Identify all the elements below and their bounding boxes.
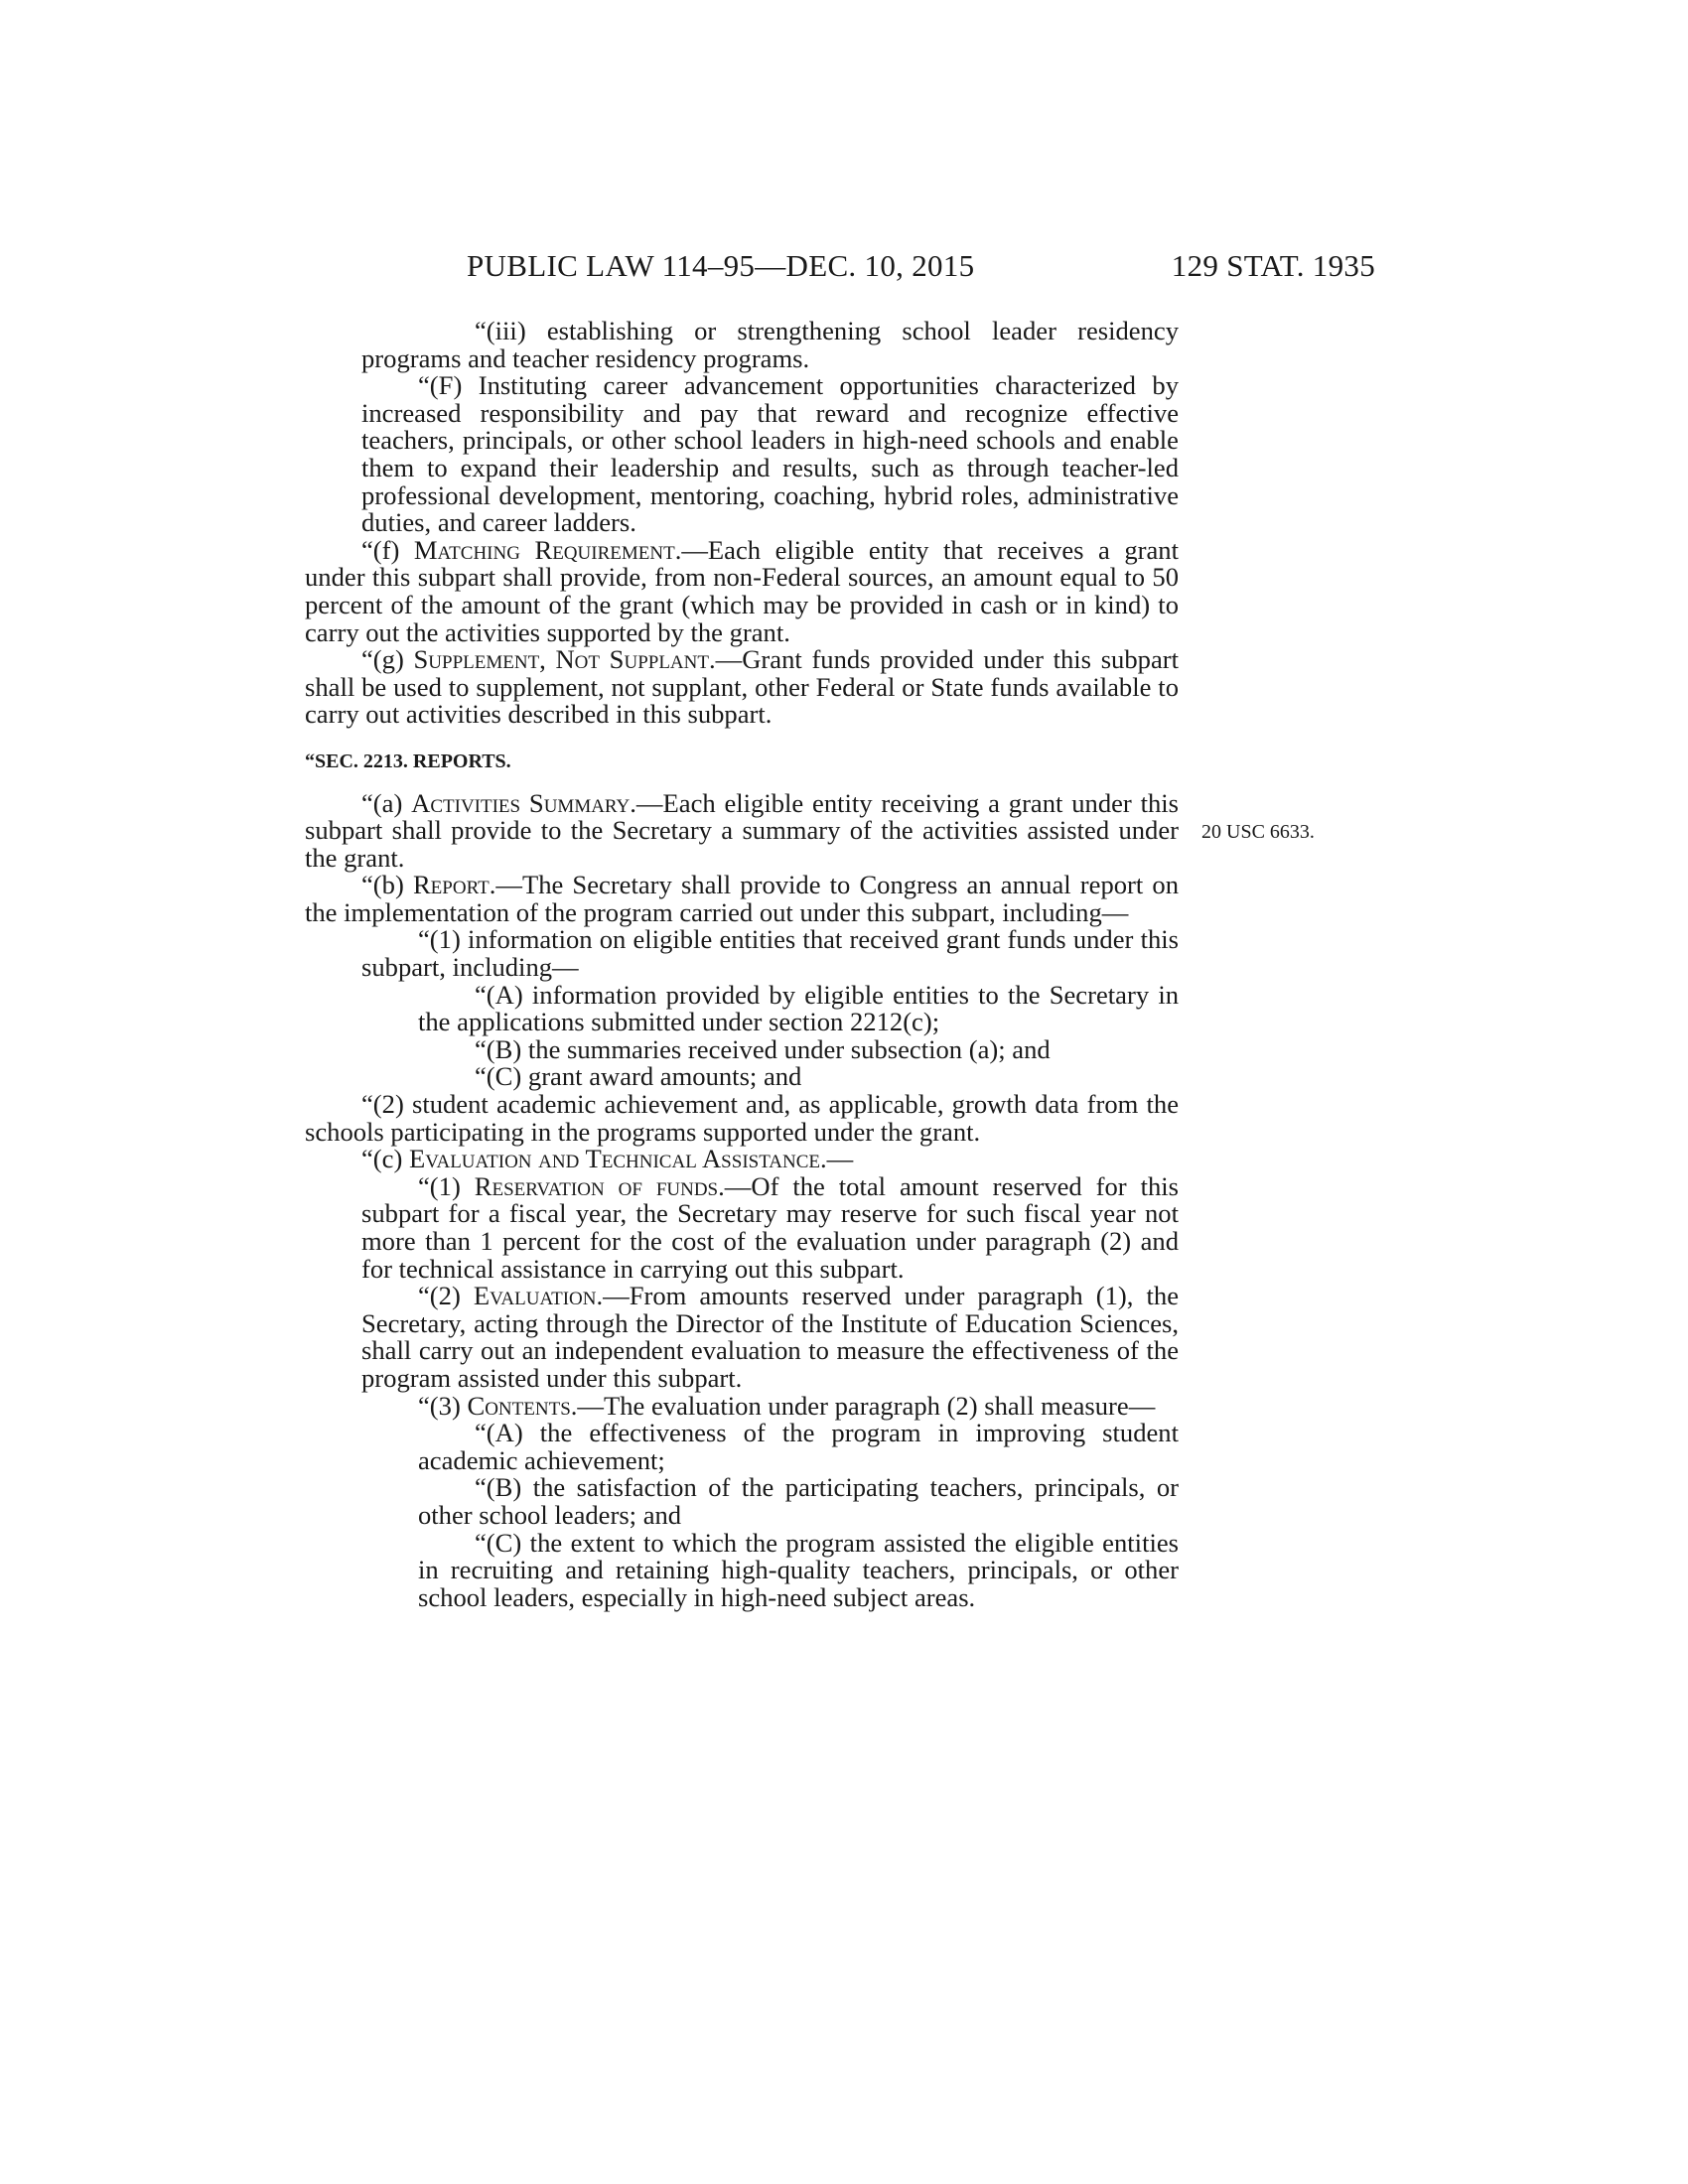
subparagraph-A: “(A) information provided by eligible entities to the Secretary in the applications submitted under section 2212(c);	[418, 979, 1179, 1037]
paragraph-2: “(2) student academic achievement and, as applicable, growth data from the schools participating in the programs supported under the grant.	[305, 1089, 1179, 1147]
paragraph-heading: Reservation of funds	[474, 1170, 719, 1201]
subsection-heading: Supplement, Not Supplant	[413, 644, 709, 675]
paragraph-heading: Contents	[467, 1390, 571, 1421]
section-heading: “SEC. 2213. REPORTS.	[305, 750, 511, 772]
paragraph-c3: “(3) Contents.—The evaluation under paragraph (2) shall measure—	[418, 1390, 1156, 1421]
subsection-heading: Matching Requirement	[413, 534, 675, 565]
subparagraph-c3A: “(A) the effectiveness of the program in improving student academic achievement;	[418, 1418, 1179, 1475]
margin-citation: 20 USC 6633.	[1201, 821, 1315, 843]
paragraph-heading: Evaluation	[473, 1281, 597, 1311]
paragraph-c2: “(2) Evaluation.—From amounts reserved under paragraph (1), the Secretary, acting through the Director of the Institute of Education Sciences, shall carry out an independent evaluation to measure the effectiveness of the program assisted under this subpart.	[361, 1281, 1180, 1393]
subsection-b: “(b) Report.—The Secretary shall provide to Congress an annual report on the implementation of the program carried out under this subpart, including—	[305, 870, 1179, 927]
document-body	[305, 318, 1179, 1611]
subsection-g: “(g) Supplement, Not Supplant.—Grant funds provided under this subpart shall be used to supplement, not supplant, other Federal or State funds available to carry out activities described in this subpart.	[305, 644, 1179, 730]
clause-iii: “(iii) establishing or strengthening school leader residency programs and teacher residency programs.	[361, 316, 1179, 373]
subsection-a: “(a) Activities Summary.—Each eligible entity receiving a grant under this subpart shall provide to the Secretary a summary of the activities assisted under the grant.	[305, 787, 1180, 873]
running-header	[467, 248, 1375, 288]
paragraph-1: “(1) information on eligible entities that received grant funds under this subpart, including—	[361, 924, 1179, 983]
subsection-heading: Evaluation and Technical Assistance	[408, 1144, 821, 1174]
subsection-heading: Report	[412, 870, 490, 900]
paragraph-c1: “(1) Reservation of funds.—Of the total amount reserved for this subpart for a fiscal year, the Secretary may reserve for such fiscal year not more than 1 percent for the cost of the evaluation under paragraph (2) and for technical assistance in carrying out this subpart.	[361, 1170, 1179, 1284]
subparagraph-C: “(C) grant award amounts; and	[475, 1061, 802, 1092]
subsection-f: “(f) Matching Requirement.—Each eligible entity that receives a grant under this subpart shall provide, from non-Federal sources, an amount equal to 50 percent of the amount of the grant (which may be provided in cash or in kind) to carry out the activities supported by the grant.	[305, 534, 1179, 647]
subparagraph-c3B: “(B) the satisfaction of the participating teachers, principals, or other school leaders; and	[418, 1472, 1179, 1530]
header-stat-page: 129 STAT. 1935	[1171, 248, 1375, 283]
subsection-c: “(c) Evaluation and Technical Assistance.—	[361, 1144, 854, 1174]
subparagraph-B: “(B) the summaries received under subsection (a); and	[475, 1033, 1051, 1064]
header-law-date: PUBLIC LAW 114–95—DEC. 10, 2015	[467, 248, 975, 283]
subparagraph-c3C: “(C) the extent to which the program assisted the eligible entities in recruiting and retaining high-quality teachers, principals, or other school leaders, especially in high-need subject areas.	[418, 1527, 1179, 1612]
subparagraph-F: “(F) Instituting career advancement opportunities characterized by increased responsibility and pay that reward and recognize effective teachers, principals, or other school leaders in high-need schools and enable them to expand their leadership and results, such as through teacher-led professional development, mentoring, coaching, hybrid roles, administrative duties, and career ladders.	[361, 370, 1179, 538]
subsection-heading: Activities Summary	[411, 787, 631, 818]
